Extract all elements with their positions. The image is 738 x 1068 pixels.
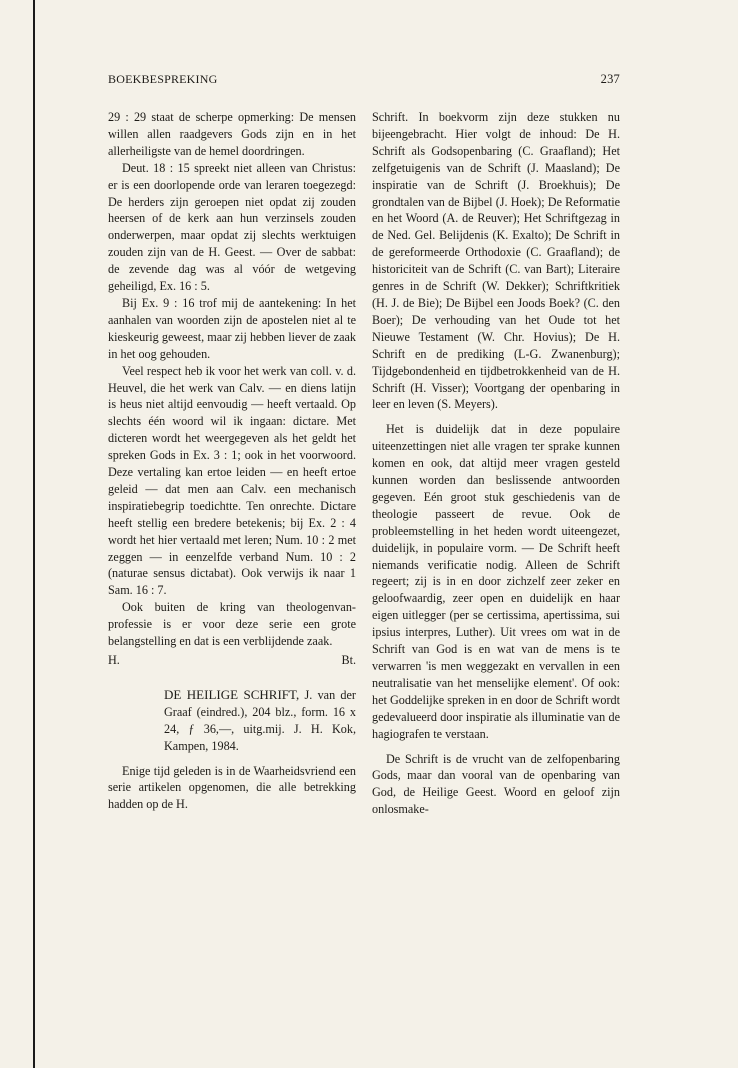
running-header [108,72,620,87]
book-details: J. van der Graaf (eindred.), 204 blz., form. 16 x 24, ƒ 36,—, uitg.mij. J. H. Kok, Kampen, 1984. [164,687,356,753]
paragraph: De Schrift is de vrucht van de zelfopenbaring Gods, maar dan vooral van de openbaring van God, de Heilige Geest. Woord en geloof zijn onlosmake- [372,751,620,817]
paragraph: 29 : 29 staat de scherpe opmerking: De mensen willen allen raadgevers Gods zijn en in het allerheiligste van de hemel doordringen. [108,110,356,158]
signature-initials: Bt. [341,653,356,667]
right-column [372,109,620,818]
paragraph: Het is duidelijk dat in deze populaire uiteenzettingen niet alle vragen ter sprake kunnen komen en ook, dat altijd meer vragen gesteld kunnen worden dan beslissende antwoorden gegeven. Eén groot stuk geschiedenis van de theologie passeert de revue. Ook de probleemstelling in het heden wordt uiteengezet, duidelijk, in populaire vorm. — De Schrift heeft niemands verificatie nodig. Alleen de Schrift regeert; zij is in en door zichzelf zeer zeker en geloofwaardig, zeer open en duidelijk en haar eigen uitlegger (per se certissima, apertissima, sui ipsius interpres, Luther). Uit vrees om wat in de Schrift van God is en wat van de mens is te verwarren 'is men weggezakt en vervallen in een neutralisatie van het menselijke element'. Of ook: het Goddelijke spreken in en door de Schrift wordt gedevalueerd door inspiratie als illuminatie van de hagiografen te verstaan. [372,422,620,741]
paragraph: Enige tijd geleden is in de Waarheidsvriend een serie artikelen opgenomen, die alle betrekking hadden op de H. [108,763,356,812]
book-title: DE HEILIGE SCHRIFT, [164,686,300,702]
page-number: 237 [600,72,620,86]
review-signature [108,652,356,669]
paragraph: Deut. 18 : 15 spreekt niet alleen van Christus: er is een doorlopende orde van leraren toegezegd: De herders zijn geroepen niet opdat zij zouden heersen of de kerk aan hun verzinsels zouden onderwerpen, maar opdat zij slechts werktuigen zouden zijn van de H. Geest. — Over de sabbat: de zevende dag was al vóór de wetgeving geheiligd, Ex. 16 : 5. [108,160,356,294]
book-reference [108,687,356,755]
scan-edge-line [33,0,35,1068]
paragraph: Bij Ex. 9 : 16 trof mij de aantekening: In het aanhalen van woorden zijn de apostelen niet al te kieskeurig geweest, maar zij hebben liever de zaak in het oog gehouden. [108,295,356,361]
section-title: BOEKBESPREKING [108,72,218,86]
paragraph: Ook buiten de kring van theologenvan-professie is er voor deze serie een grote belangstelling en dat is een verblijdende zaak. [108,600,356,649]
page [108,72,620,818]
paragraph: Veel respect heb ik voor het werk van coll. v. d. Heuvel, die het werk van Calv. — en diens latijn is heus niet altijd eenvoudig — heeft vertaald. Op slechts één woord wil ik ingaan: dictare. Met dicteren wordt het weergegeven als het geldt het spreken Gods in Ex. 3 : 1; ook in het voorwoord. Deze vertaling kan ertoe leiden — en heeft ertoe geleid — dat men aan Calv. een mechanisch inspiratiebegrip toedichtte. Ten onrechte. Dictare heeft stellig een bredere betekenis; bij Ex. 2 : 4 wordt het hier vertaald met leren; Num. 10 : 2 met zeggen — in eenzelfde verband Num. 10 : 2 (naturae sensus dictabat). Ook verwijs ik naar 1 Sam. 16 : 7. [108,363,356,598]
paragraph: Schrift. In boekvorm zijn deze stukken nu bijeengebracht. Hier volgt de inhoud: De H. Schrift als Godsopenbaring (C. Graafland); Het zelfgetuigenis van de Schrift (J. Maasland); De inspiratie van de Schrift (J. Broekhuis); De grondtalen van de Bijbel (J. Hoek); De Reformatie en het Woord (A. de Reuver); Het Schriftgezag in de Ned. Gel. Belijdenis (K. Exalto); De Schrift in de gereformeerde Orthodoxie (C. Graafland); de historiciteit van de Schrift (C. van Bart); Literaire genres in de Schrift (W. Dekker); Schriftkritiek (H. J. de Bie); De Bijbel een Joods Boek? (C. den Boer); De verhouding van het Oude tot het Nieuwe Testament (W. Chr. Hovius); De H. Schrift en de prediking (L-G. Zwanenburg); Tijdgebondenheid en tijdbetrokkenheid van de H. Schrift (H. Visser); Voortgang der openbaring in leer en leven (S. Meyers). [372,110,620,412]
signature-initial: H. [108,653,120,667]
two-column-body [108,109,620,818]
left-column [108,109,356,818]
